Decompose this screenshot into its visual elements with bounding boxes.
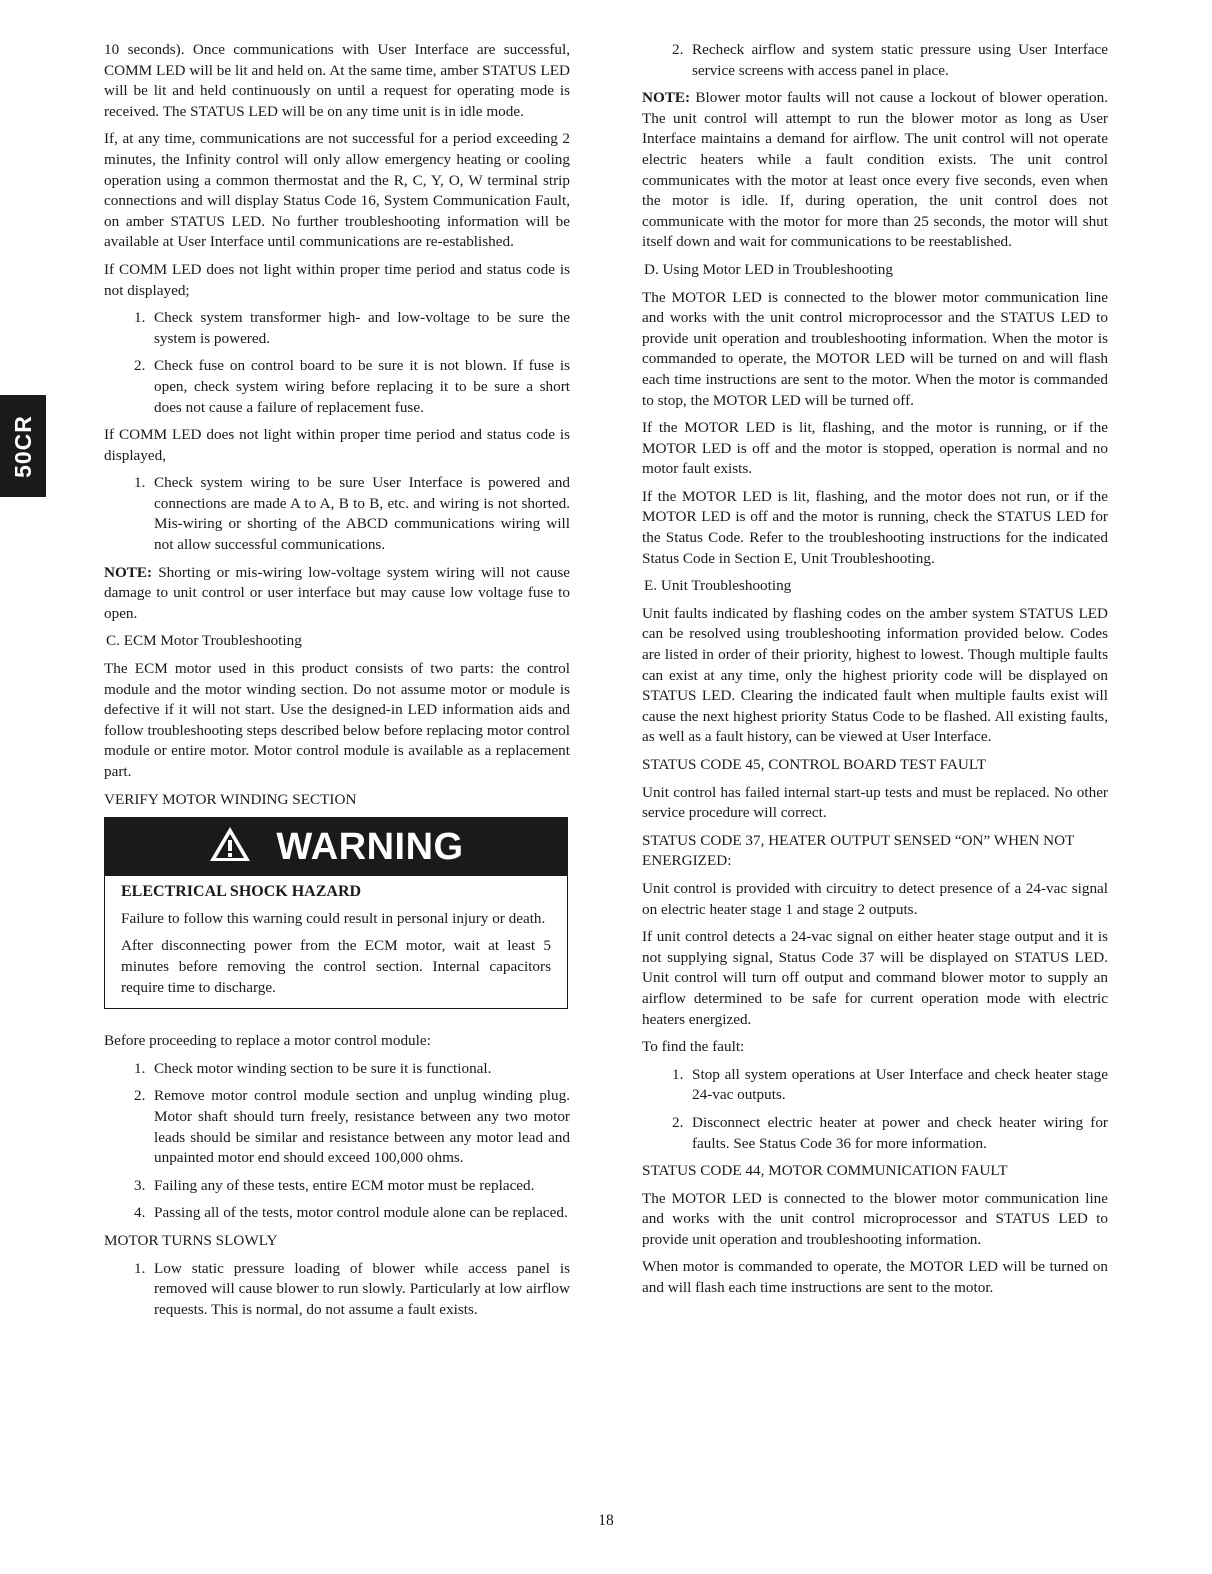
paragraph: When motor is commanded to operate, the MOTOR LED will be turned on and will flash each time instructions are sent to the motor. <box>642 1258 1108 1297</box>
note-label: NOTE: <box>642 89 691 107</box>
list-item <box>104 1086 570 1168</box>
paragraph: 10 seconds). Once communications with User Interface are successful, COMM LED will be lit and held on. At the same time, amber STATUS LED will be lit and held continuously on until a request for operating mode is received. The STATUS LED will be on any time unit is in idle mode. <box>104 41 570 120</box>
section-heading-d: D. Using Motor LED in Troubleshooting <box>644 260 893 278</box>
numbered-list <box>642 1065 1108 1154</box>
paragraph: If COMM LED does not light within proper time period and status code is displayed, <box>104 426 570 464</box>
paragraph: Unit control has failed internal start-up tests and must be replaced. No other service procedure will correct. <box>642 783 1108 822</box>
warning-title: WARNING <box>276 825 464 868</box>
list-number: 1. <box>134 474 146 492</box>
note <box>104 563 570 625</box>
list-number: 1. <box>134 309 146 327</box>
status-code-heading: STATUS CODE 44, MOTOR COMMUNICATION FAULT <box>642 1162 1008 1180</box>
warning-triangle-icon <box>208 825 252 870</box>
list-text: Passing all of the tests, motor control module alone can be replaced. <box>154 1204 568 1222</box>
hazard-title: ELECTRICAL SHOCK HAZARD <box>121 883 362 901</box>
paragraph: If the MOTOR LED is lit, flashing, and the motor does not run, or if the MOTOR LED is off and the motor is running, check the STATUS LED for the Status Code. Refer to the troubleshooting instructions for the indicated Status Code in Section E, Unit Troubleshooting. <box>642 487 1108 567</box>
right-column <box>642 40 1108 1306</box>
list-item <box>104 1059 570 1080</box>
list-text: Disconnect electric heater at power and check heater wiring for faults. See Status Code 36 for more information. <box>692 1113 1108 1152</box>
list-number: 2. <box>672 1113 684 1131</box>
list-number: 3. <box>134 1176 146 1194</box>
paragraph: If the MOTOR LED is lit, flashing, and the motor is running, or if the MOTOR LED is off and the motor is stopped, operation is normal and no motor fault exists. <box>642 419 1108 478</box>
list-item <box>642 40 1108 81</box>
paragraph: If unit control detects a 24-vac signal on either heater stage output and it is not supplying signal, Status Code 37 will be displayed on STATUS LED. Unit control will turn off output and command blower motor to supply an airflow determined to be safe for current operation mode with electric heaters energized. <box>642 928 1108 1028</box>
paragraph: The MOTOR LED is connected to the blower motor communication line and works with the unit control microprocessor and the STATUS LED to provide unit operation and troubleshooting information. When the motor is commanded to operate, the MOTOR LED will be turned on and will flash each time instructions are sent to the motor. When the motor is commanded to stop, the MOTOR LED will be turned off. <box>642 288 1108 409</box>
section-heading-e: E. Unit Troubleshooting <box>644 577 792 595</box>
list-item <box>642 1065 1108 1106</box>
list-text: Low static pressure loading of blower while access panel is removed will cause blower to run slowly. Particularly at low airflow requests. This is normal, do not assume a fault exists. <box>154 1259 570 1318</box>
list-item <box>642 1113 1108 1154</box>
side-tab <box>0 395 46 497</box>
note-label: NOTE: <box>104 563 153 581</box>
warning-banner <box>105 818 567 876</box>
paragraph: Failure to follow this warning could result in personal injury or death. <box>121 909 546 927</box>
list-number: 1. <box>134 1059 146 1077</box>
paragraph: If, at any time, communications are not successful for a period exceeding 2 minutes, the Infinity control will only allow emergency heating or cooling operation using a common thermostat and the R, C, Y, O, W terminal strip connections and will display Status Code 16, System Communication Fault, on amber STATUS LED. No further troubleshooting information will be available at User Interface until communications are re-established. <box>104 130 570 251</box>
list-text: Stop all system operations at User Interface and check heater stage 24-vac outputs. <box>692 1065 1108 1104</box>
list-text: Check motor winding section to be sure it is functional. <box>154 1059 492 1077</box>
list-number: 2. <box>134 357 146 375</box>
list-text: Check system transformer high- and low-voltage to be sure the system is powered. <box>154 309 570 347</box>
list-text: Failing any of these tests, entire ECM motor must be replaced. <box>154 1176 535 1194</box>
paragraph: After disconnecting power from the ECM motor, wait at least 5 minutes before removing the control section. Internal capacitors require time to discharge. <box>121 937 551 996</box>
warning-body <box>105 876 567 1008</box>
list-text: Check system wiring to be sure User Interface is powered and connections are made A to A, B to B, etc. and wiring is not shorted. Mis-wiring or shorting of the ABCD communications wiring will not allow successful communications. <box>154 474 570 554</box>
warning-box <box>104 817 568 1009</box>
status-code-heading: STATUS CODE 37, HEATER OUTPUT SENSED “ON” WHEN NOT ENERGIZED: <box>642 831 1075 870</box>
numbered-list <box>104 1059 570 1224</box>
list-number: 2. <box>672 41 684 58</box>
list-number: 2. <box>134 1087 146 1105</box>
numbered-list <box>104 1259 570 1321</box>
paragraph: Unit control is provided with circuitry to detect presence of a 24-vac signal on electric heater stage 1 and stage 2 outputs. <box>642 879 1108 918</box>
list-text: Recheck airflow and system static pressure using User Interface service screens with access panel in place. <box>692 41 1108 79</box>
paragraph: If COMM LED does not light within proper time period and status code is not displayed; <box>104 260 570 299</box>
list-item <box>104 308 570 349</box>
paragraph: To find the fault: <box>642 1038 745 1056</box>
page-number: 18 <box>598 1512 614 1529</box>
list-text: Check fuse on control board to be sure it is not blown. If fuse is open, check system wiring before replacing it to be sure a short does not cause a failure of replacement fuse. <box>154 357 570 416</box>
note-text: Shorting or mis-wiring low-voltage system wiring will not cause damage to unit control or user interface but may cause low voltage fuse to open. <box>104 563 570 622</box>
paragraph: Before proceeding to replace a motor control module: <box>104 1032 431 1050</box>
list-item <box>104 1176 570 1197</box>
list-item <box>104 473 570 555</box>
list-number: 1. <box>672 1065 684 1083</box>
paragraph: The ECM motor used in this product consists of two parts: the control module and the motor winding section. Do not assume motor or module is defective if it will not start. Use the designed-in LED information aids and follow troubleshooting steps described below before replacing motor control module or entire motor. Motor control module is available as a replacement part. <box>104 660 570 780</box>
list-text: Remove motor control module section and unplug winding plug. Motor shaft should turn freely, resistance between any two motor leads should be similar and resistance between any motor lead and unpainted motor end should exceed 100,000 ohms. <box>154 1087 570 1167</box>
left-column <box>104 40 570 1327</box>
status-code-heading: STATUS CODE 45, CONTROL BOARD TEST FAULT <box>642 756 987 773</box>
numbered-list <box>104 473 570 555</box>
paragraph: The MOTOR LED is connected to the blower motor communication line and works with the unit control microprocessor and STATUS LED to provide unit operation and troubleshooting information. <box>642 1189 1108 1248</box>
numbered-list <box>104 308 570 418</box>
section-heading-c: C. ECM Motor Troubleshooting <box>106 632 302 650</box>
numbered-list <box>642 40 1108 81</box>
list-item <box>104 1259 570 1321</box>
list-number: 1. <box>134 1259 146 1277</box>
note <box>642 88 1108 253</box>
side-tab-label: 50CR <box>9 414 36 478</box>
list-item <box>104 1203 570 1224</box>
note-text: Blower motor faults will not cause a lockout of blower operation. The unit control will attempt to run the blower motor as long as User Interface maintains a demand for airflow. The unit control will not operate electric heaters while a fault condition exists. The unit control communicates with the motor at least once every five seconds, even when the motor is idle. If, during operation, the unit control does not communicate with the motor for more than 25 seconds, the motor will shut itself down and wait for communications to be reestablished. <box>642 89 1108 251</box>
list-item <box>104 356 570 418</box>
paragraph: Unit faults indicated by flashing codes on the amber system STATUS LED can be resolved using troubleshooting information provided below. Codes are listed in order of their priority, highest to lowest. Though multiple faults can exist at any time, only the highest priority code will be displayed on STATUS LED. Clearing the indicated fault when multiple faults exist will cause the next highest priority Status Code to be flashed. All existing faults, as well as a fault history, can be viewed at User Interface. <box>642 604 1108 746</box>
list-number: 4. <box>134 1204 146 1222</box>
subsection-heading: MOTOR TURNS SLOWLY <box>104 1231 278 1249</box>
subsection-heading: VERIFY MOTOR WINDING SECTION <box>104 790 357 808</box>
